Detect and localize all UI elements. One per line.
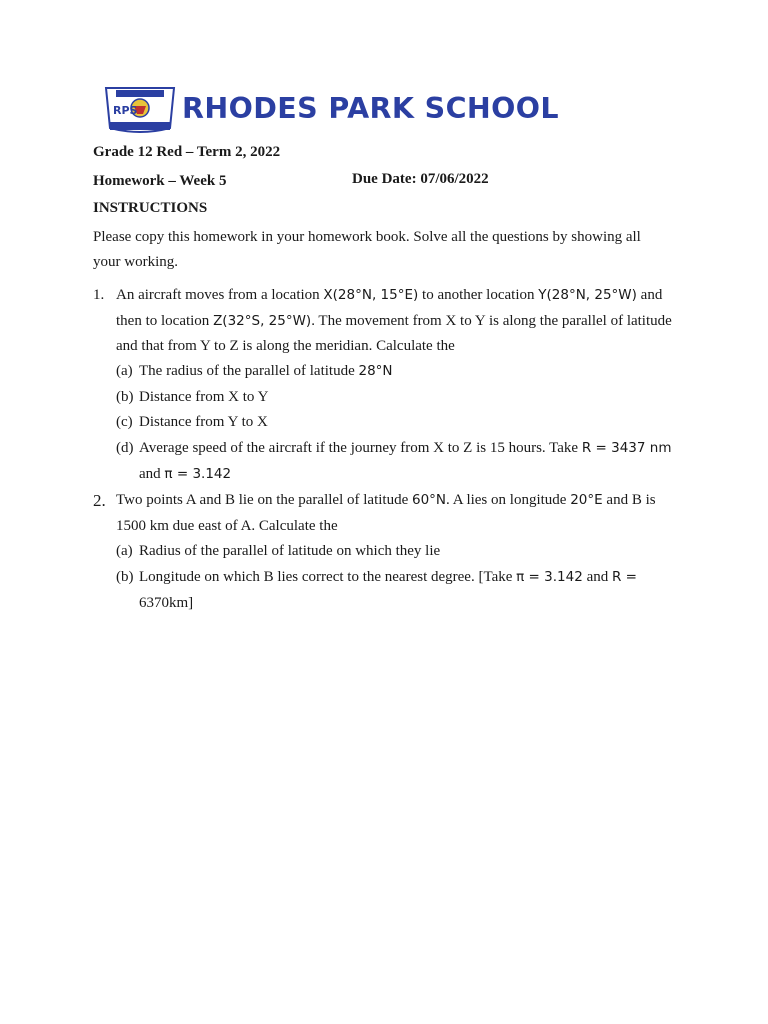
school-crest-logo	[100, 84, 180, 136]
question-1b-text: Distance from X to Y	[139, 389, 269, 405]
math-radius: R = 3437 nm	[581, 440, 672, 456]
due-date: Due Date: 07/06/2022	[352, 171, 489, 187]
text: to another location	[418, 287, 539, 303]
grade-term: Grade 12 Red – Term 2, 2022	[93, 144, 281, 160]
question-2-line-1	[116, 492, 656, 509]
instructions-line-1: Please copy this homework in your homework book. Solve all the questions by showing all	[93, 229, 641, 245]
question-1-number: 1.	[93, 287, 105, 303]
math-latitude: 60°N	[411, 492, 447, 508]
school-header	[100, 84, 670, 136]
school-name: RHODES PARK SCHOOL	[182, 92, 559, 125]
question-1d-line-2	[139, 466, 231, 483]
text: and B is	[602, 492, 656, 508]
text: . The movement from X to Y is along the parallel of latitude	[311, 313, 672, 329]
text: Two points A and B lie on the parallel of latitude	[116, 492, 412, 508]
question-2b-line-2: 6370km]	[139, 595, 194, 611]
question-1-line-2	[116, 313, 672, 330]
question-1-line-1	[116, 287, 662, 304]
text: then to location	[116, 313, 214, 329]
text: Longitude on which B lies correct to the nearest degree. [Take	[139, 569, 517, 585]
text: An aircraft moves from a location	[116, 287, 324, 303]
instructions-heading: INSTRUCTIONS	[93, 200, 208, 216]
question-2-number: 2.	[93, 491, 106, 510]
text: and	[582, 569, 612, 585]
math-location-z: Z(32°S, 25°W)	[213, 313, 312, 329]
crest-letter-r: RPS	[113, 104, 138, 117]
text: The radius of the parallel of latitude	[139, 363, 359, 379]
question-1d-label: (d)	[116, 440, 134, 456]
question-2a-label: (a)	[116, 543, 133, 559]
text: Average speed of the aircraft if the journey from X to Z is 15 hours. Take	[139, 440, 582, 456]
question-1-line-3: and that from Y to Z is along the meridian. Calculate the	[116, 338, 455, 354]
math-location-y: Y(28°N, 25°W)	[538, 287, 637, 303]
math-longitude: 20°E	[570, 492, 603, 508]
text: and	[139, 466, 165, 482]
question-2-line-2: 1500 km due east of A. Calculate the	[116, 518, 338, 534]
math-latitude: 28°N	[358, 363, 393, 379]
question-1c-label: (c)	[116, 414, 133, 430]
question-1d-text	[139, 440, 671, 457]
math-location-x: X(28°N, 15°E)	[323, 287, 419, 303]
math-radius: R =	[611, 569, 637, 585]
text: and	[636, 287, 663, 303]
question-1c-text: Distance from Y to X	[139, 414, 268, 430]
question-1a-text	[139, 363, 393, 380]
question-1b-label: (b)	[116, 389, 134, 405]
question-1a-label: (a)	[116, 363, 133, 379]
question-2b-label: (b)	[116, 569, 134, 585]
instructions-line-2: your working.	[93, 254, 178, 270]
math-pi: π = 3.142	[516, 569, 583, 585]
math-pi: π = 3.142	[164, 466, 232, 482]
question-2b-text	[139, 569, 637, 586]
question-2a-text: Radius of the parallel of latitude on which they lie	[139, 543, 441, 559]
text: . A lies on longitude	[446, 492, 571, 508]
homework-week: Homework – Week 5	[93, 173, 227, 189]
